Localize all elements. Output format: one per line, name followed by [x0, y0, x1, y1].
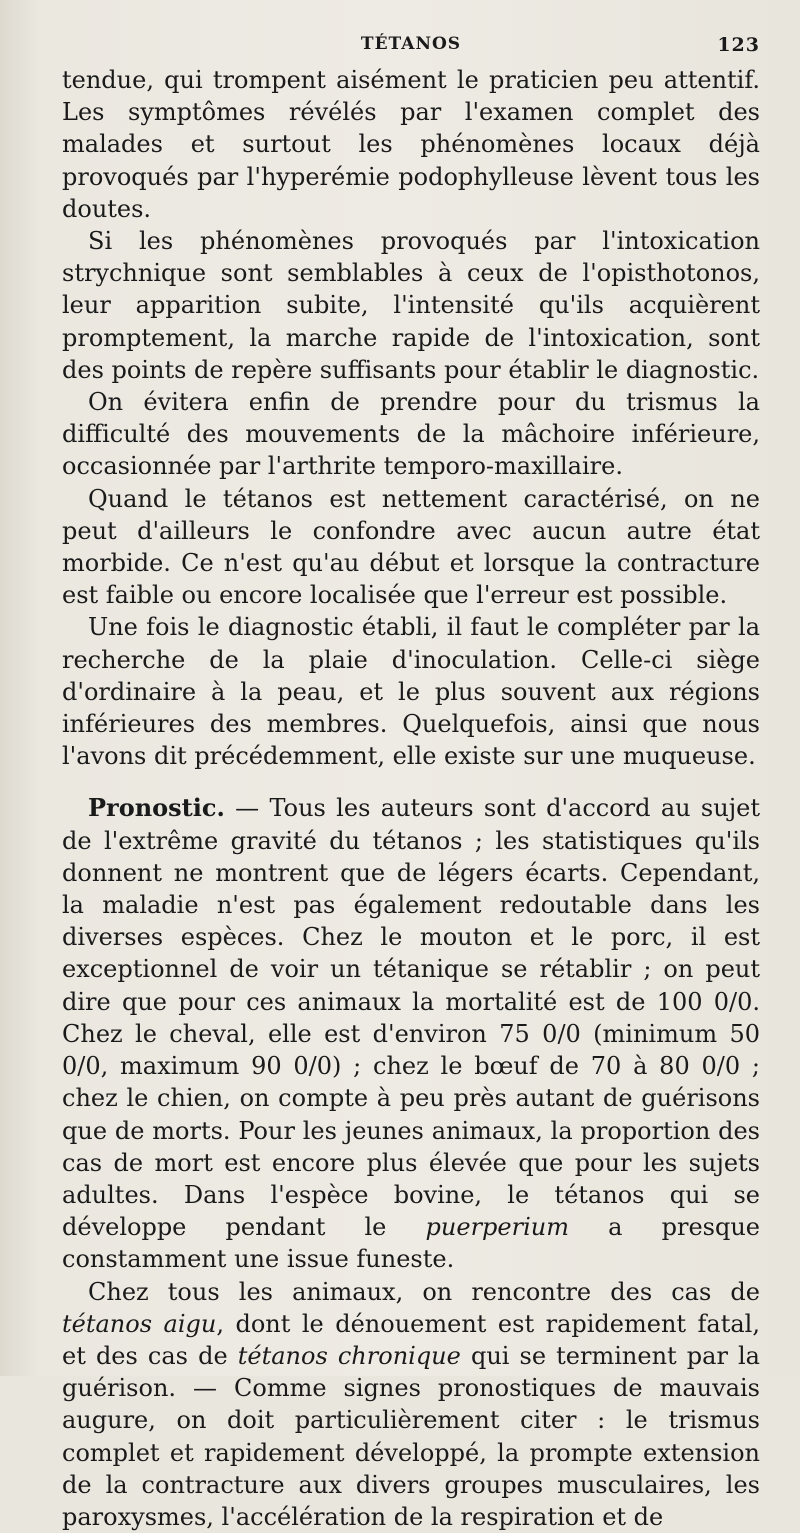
pronostic-italic-1: puerperium — [425, 1213, 569, 1242]
acute-italic-1: tétanos aigu — [62, 1309, 217, 1338]
paragraph-strychnine: Si les phénomènes provoqués par l'intoxication strychnique sont semblables à ceux de l'opisthotonos, leur apparition subite, l'intensité qu'ils acquièrent promptement, la marche rapide de l'intoxication, sont des points de repère suffisants pour établir le diagnostic. — [62, 227, 760, 384]
paragraph-acute-chronic — [62, 1276, 760, 1533]
section-heading: Pronostic. — [88, 793, 225, 823]
acute-text-3: qui se terminent par la guérison. — Comme signes pronostiques de mauvais augure, on doit particulièrement citer : le trismus complet et rapidement développé, la prompte extension de la contracture aux divers groupes musculaires, les paroxysmes, l'accélération de la respiration et de — [62, 1341, 760, 1531]
acute-text-1: Chez tous les animaux, on rencontre des cas de — [88, 1277, 760, 1306]
paragraph-pronostic — [62, 792, 760, 1275]
paragraph-inoculation: Une fois le diagnostic établi, il faut le compléter par la recherche de la plaie d'inoculation. Celle-ci siège d'ordinaire à la peau, et le plus souvent aux régions inférieures des membres. Quelquefois, ainsi que nous l'avons dit précédemment, elle existe sur une muqueuse. — [62, 613, 760, 771]
paragraph-trismus: On évitera enfin de prendre pour du trismus la difficulté des mouvements de la mâchoire inférieure, occasionnée par l'arthrite temporo-maxillaire. — [62, 388, 760, 481]
running-head — [62, 30, 760, 64]
pronostic-text-1: — Tous les auteurs sont d'accord au sujet de l'extrême gravité du tétanos ; les statistiques qu'ils donnent ne montrent que de légers écarts. Cependant, la maladie n'est pas également redoutable dans les diverses espèces. Chez le mouton et le porc, il est exceptionnel de voir un tétanique se rétablir ; on peut dire que pour ces animaux la mortalité est de 100 0/0. Chez le cheval, elle est d'environ 75 0/0 (minimum 50 0/0, maximum 90 0/0) ; chez le bœuf de 70 à 80 0/0 ; chez le chien, on compte à peu près autant de guérisons que de morts. Pour les jeunes animaux, la proportion des cas de mort est encore plus élevée que pour les sujets adultes. Dans l'espèce bovine, le tétanos qui se développe pendant le — [62, 794, 760, 1242]
paragraph-characterized: Quand le tétanos est nettement caractérisé, on ne peut d'ailleurs le confondre avec aucun autre état morbide. Ce n'est qu'au début et lorsque la contracture est faible ou encore localisée que l'erreur est possible. — [62, 484, 760, 610]
acute-italic-2: tétanos chronique — [237, 1341, 461, 1370]
acute-text-2: , dont le dénouement est rapidement fatal, et des cas de — [62, 1309, 760, 1370]
pronostic-text-2: a presque constamment une issue funeste. — [62, 1213, 760, 1274]
running-head-title: TÉTANOS — [360, 34, 462, 54]
page-number: 123 — [717, 34, 760, 56]
body-text — [62, 64, 760, 1533]
paragraph-continued: tendue, qui trompent aisément le praticien peu attentif. Les symptômes révélés par l'examen complet des malades et surtout les phénomènes locaux déjà provoqués par l'hyperémie podophylleuse lèvent tous les doutes. — [62, 66, 760, 223]
